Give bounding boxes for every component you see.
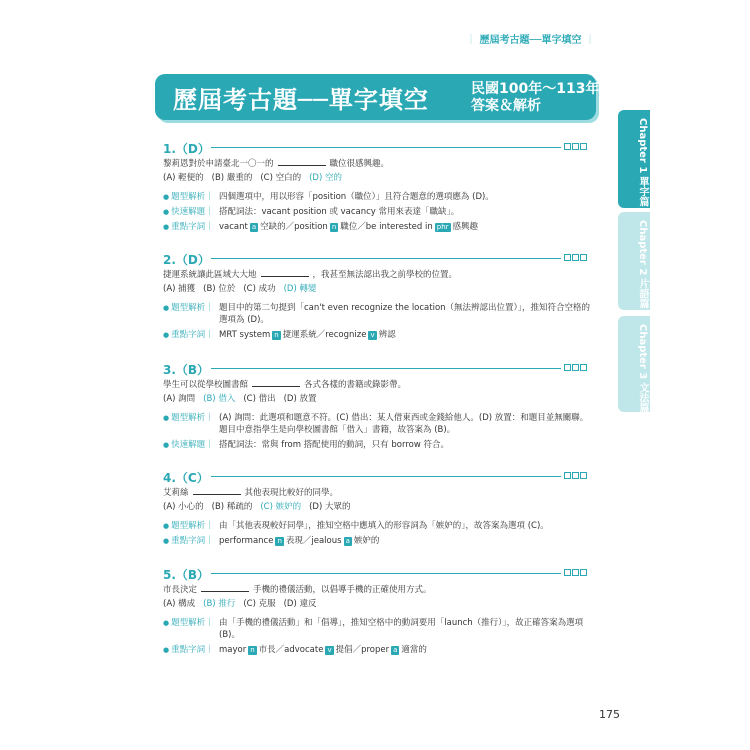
page-number: 175 bbox=[599, 708, 620, 721]
question-stem: 市長決定 手機的禮儀活動，以倡導手機的正確使用方式。 bbox=[163, 585, 432, 595]
answer-blank bbox=[193, 494, 241, 495]
note-quick-solve: ● 快速解題｜ 搭配詞法：常與 from 搭配使用的動詞，只有 borrow 符合。 bbox=[163, 440, 449, 450]
question-options: (A) 小心的 (B) 稀疏的 (C) 嫉妒的 (D) 大眾的 bbox=[163, 502, 351, 512]
question-stem: 黎莉恩對於申請臺北一〇一的 職位很感興趣。 bbox=[163, 159, 390, 169]
title-banner bbox=[155, 74, 600, 120]
correct-option: (C) 嫉妒的 bbox=[260, 502, 302, 512]
note-key-words: ● 重點字詞｜ mayor n 市長／advocate v 提倡／proper a 適當的 bbox=[163, 645, 427, 655]
tab-chapter-3[interactable]: Chapter 3 文法篇 bbox=[618, 316, 650, 412]
note-key-words: ● 重點字詞｜ performance n 表現／jealous a 嫉妒的 bbox=[163, 536, 380, 546]
answer-blank bbox=[278, 165, 326, 166]
answer-blank bbox=[201, 591, 249, 592]
note-analysis: ● 題型解析｜ 題目中的第二句提到「can't even recognize the location（無法辨認出位置）」，推知符合空格的選項為 (D)。 bbox=[163, 303, 591, 325]
note-analysis: ● 題型解析｜ 四個選項中，用以形容「position（職位）」且符合題意的選項應為 (D)。 bbox=[163, 192, 494, 202]
question-options: (A) 詢問 (B) 借入 (C) 借出 (D) 放置 bbox=[163, 394, 317, 404]
question-options: (A) 構成 (B) 推行 (C) 克服 (D) 違反 bbox=[163, 599, 317, 609]
correct-option: (D) 轉變 bbox=[283, 284, 317, 294]
note-analysis: ● 題型解析｜ (A) 詢問：此選項和題意不符。(C) 借出：某人借東西或金錢給他人。(D) 放置：和題目並無關聯。題目中意指學生是向學校圖書館「借入」書籍，故答案為 (B)。 bbox=[163, 413, 589, 435]
title-subtitle: 答案＆解析 bbox=[471, 98, 541, 114]
question-number: 5.（B） bbox=[163, 568, 210, 582]
checkbox-group bbox=[564, 254, 587, 261]
running-header: ｜ 歷屆考古題──單字填空 ｜ bbox=[466, 35, 596, 46]
question-options: (A) 捕獲 (B) 位於 (C) 成功 (D) 轉變 bbox=[163, 284, 317, 294]
correct-option: (D) 空的 bbox=[309, 173, 342, 183]
page-title: 歷屆考古題──單字填空 bbox=[173, 86, 429, 114]
question-number: 3.（B） bbox=[163, 363, 210, 377]
note-key-words: ● 重點字詞｜ MRT system n 捷運系統／recognize v 辨認 bbox=[163, 330, 396, 340]
question-stem: 捷運系統讓此區域大大地 ，我甚至無法認出我之前學校的位置。 bbox=[163, 270, 458, 280]
question-5 bbox=[163, 566, 593, 656]
checkbox-group bbox=[564, 569, 587, 576]
answer-blank bbox=[252, 386, 300, 387]
tab-chapter-1[interactable]: Chapter 1 單字篇 bbox=[618, 110, 650, 208]
answer-blank bbox=[261, 276, 309, 277]
note-quick-solve: ● 快速解題｜ 搭配詞法：vacant position 或 vacancy 常用來表達「職缺」。 bbox=[163, 207, 460, 217]
question-stem: 艾莉絲 其他表現比較好的同學。 bbox=[163, 488, 339, 498]
tab-chapter-2[interactable]: Chapter 2 片語篇 bbox=[618, 212, 650, 310]
question-4 bbox=[163, 469, 593, 547]
question-3 bbox=[163, 361, 593, 451]
question-options: (A) 輕便的 (B) 嚴重的 (C) 空白的 (D) 空的 bbox=[163, 173, 342, 183]
note-analysis: ● 題型解析｜ 由「手機的禮儀活動」和「倡導」，推知空格中的動詞要用「launch（推行）」，故正確答案為選項 (B)。 bbox=[163, 618, 584, 640]
question-number: 1.（D） bbox=[163, 142, 210, 156]
note-analysis: ● 題型解析｜ 由「其他表現較好同學」，推知空格中應填入的形容詞為「嫉妒的」，故答案為選項 (C)。 bbox=[163, 521, 549, 531]
correct-option: (B) 借入 bbox=[203, 394, 236, 404]
question-1 bbox=[163, 140, 593, 233]
note-key-words: ● 重點字詞｜ vacant a 空缺的／position n 職位／be interested in phr 感興趣 bbox=[163, 222, 479, 232]
checkbox-group bbox=[564, 472, 587, 479]
title-year-range: 民國100年～113年 bbox=[471, 81, 600, 97]
question-2 bbox=[163, 251, 593, 341]
checkbox-group bbox=[564, 143, 587, 150]
checkbox-group bbox=[564, 364, 587, 371]
question-number: 2.（D） bbox=[163, 253, 210, 267]
correct-option: (B) 推行 bbox=[203, 599, 236, 609]
question-number: 4.（C） bbox=[163, 471, 209, 485]
question-stem: 學生可以從學校圖書館 各式各樣的書籍或錄影帶。 bbox=[163, 380, 407, 390]
